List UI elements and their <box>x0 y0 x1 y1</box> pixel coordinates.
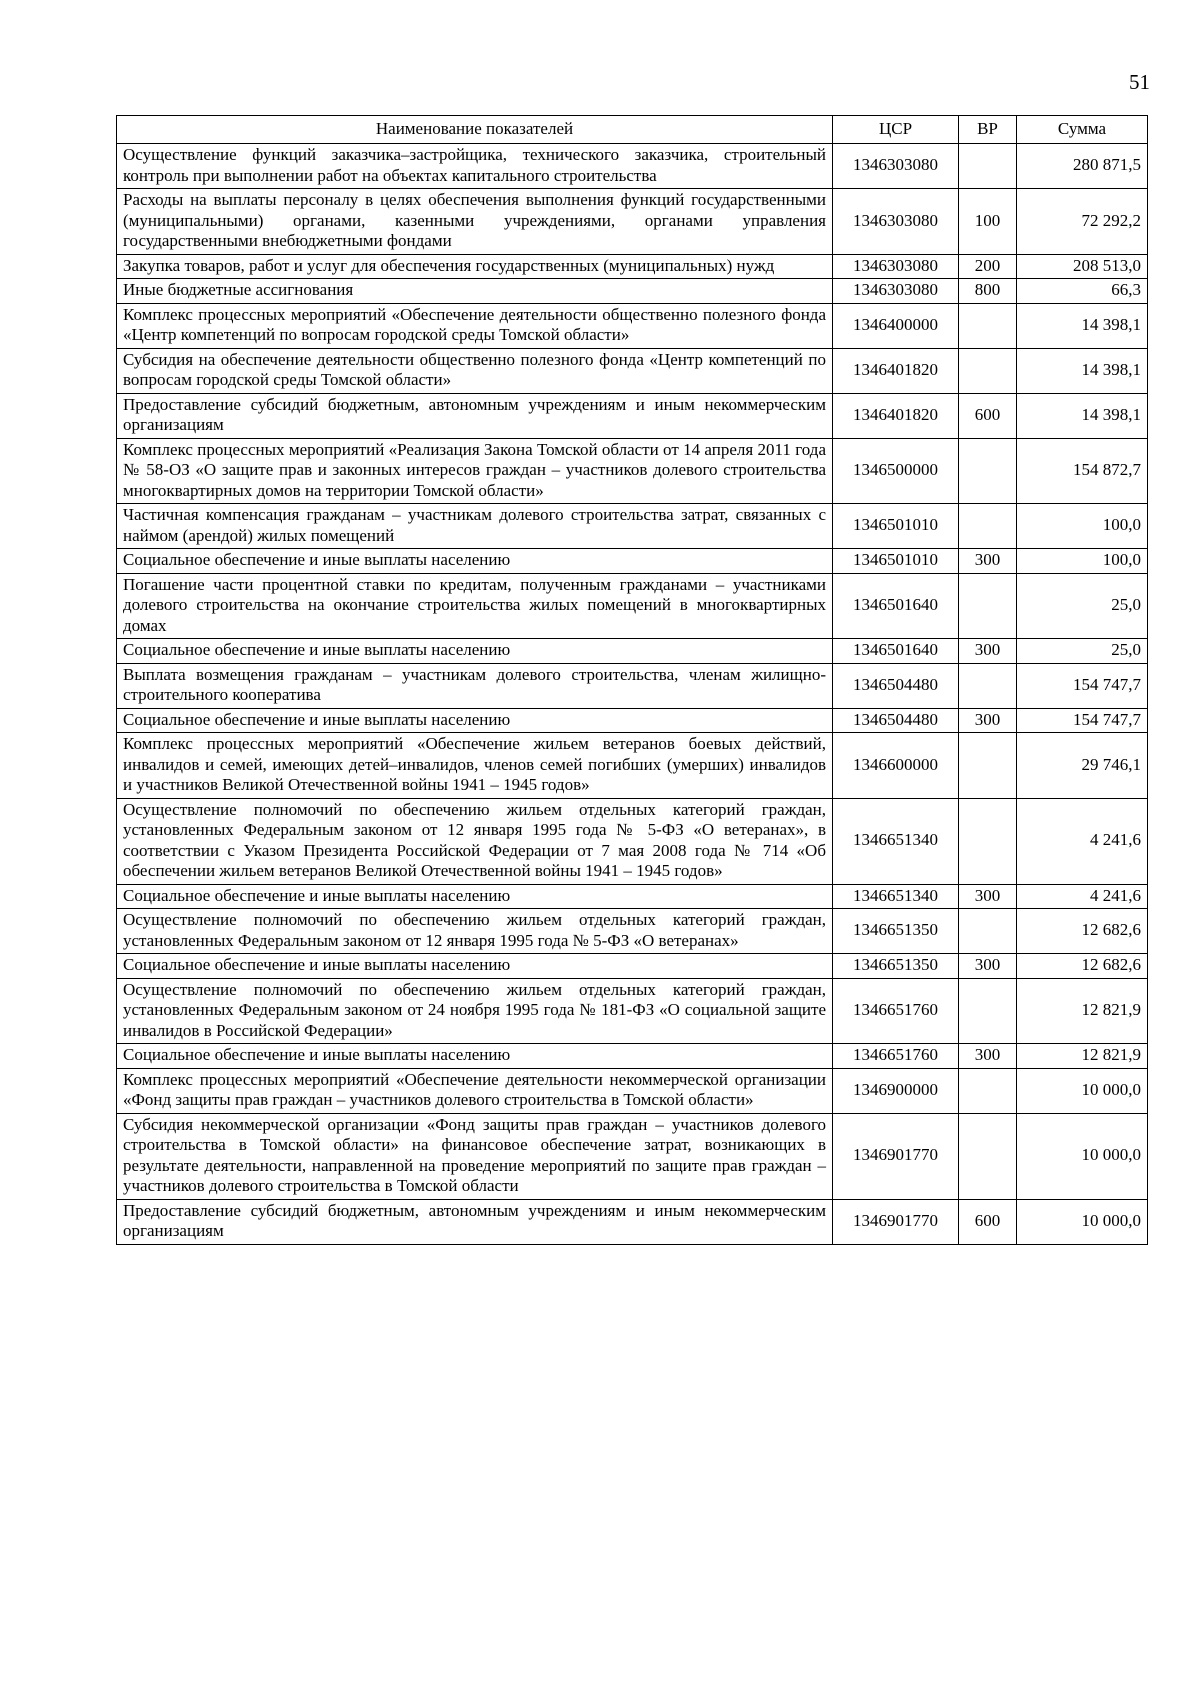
column-header-name: Наименование показателей <box>117 116 833 144</box>
table-row <box>117 1199 1148 1244</box>
cell-sum: 12 821,9 <box>1017 978 1148 1044</box>
cell-name: Социальное обеспечение и иные выплаты населению <box>117 1044 833 1069</box>
cell-sum: 12 682,6 <box>1017 909 1148 954</box>
cell-sum: 14 398,1 <box>1017 348 1148 393</box>
cell-vr <box>959 144 1017 189</box>
cell-name: Осуществление полномочий по обеспечению жильем отдельных категорий граждан, установленных Федеральным законом от 24 ноября 1995 года № 181-ФЗ «О социальной защите инвалидов в Российской Федерации» <box>117 978 833 1044</box>
cell-sum: 100,0 <box>1017 549 1148 574</box>
column-header-sum: Сумма <box>1017 116 1148 144</box>
cell-vr <box>959 909 1017 954</box>
cell-name: Частичная компенсация гражданам – участникам долевого строительства затрат, связанных с наймом (арендой) жилых помещений <box>117 504 833 549</box>
cell-csr: 1346504480 <box>833 708 959 733</box>
cell-vr: 300 <box>959 639 1017 664</box>
cell-name: Социальное обеспечение и иные выплаты населению <box>117 549 833 574</box>
cell-sum: 66,3 <box>1017 279 1148 304</box>
cell-csr: 1346651340 <box>833 884 959 909</box>
cell-csr: 1346401820 <box>833 393 959 438</box>
cell-sum: 208 513,0 <box>1017 254 1148 279</box>
table-row <box>117 549 1148 574</box>
cell-csr: 1346504480 <box>833 663 959 708</box>
cell-sum: 14 398,1 <box>1017 393 1148 438</box>
cell-name: Комплекс процессных мероприятий «Обеспечение деятельности общественно полезного фонда «Центр компетенций по вопросам городской среды Томской области» <box>117 303 833 348</box>
cell-csr: 1346900000 <box>833 1068 959 1113</box>
cell-csr: 1346901770 <box>833 1199 959 1244</box>
cell-vr <box>959 1113 1017 1199</box>
cell-vr <box>959 798 1017 884</box>
cell-csr: 1346901770 <box>833 1113 959 1199</box>
table-row <box>117 954 1148 979</box>
cell-csr: 1346303080 <box>833 254 959 279</box>
table-row <box>117 303 1148 348</box>
cell-sum: 154 747,7 <box>1017 663 1148 708</box>
cell-csr: 1346401820 <box>833 348 959 393</box>
cell-sum: 12 821,9 <box>1017 1044 1148 1069</box>
cell-csr: 1346651350 <box>833 909 959 954</box>
table-row <box>117 189 1148 255</box>
cell-vr <box>959 303 1017 348</box>
cell-name: Субсидия некоммерческой организации «Фонд защиты прав граждан – участников долевого строительства в Томской области» на финансовое обеспечение затрат, возникающих в результате деятельности, направленной на проведение мероприятий по защите прав граждан – участников долевого строительства в Томской области <box>117 1113 833 1199</box>
cell-vr: 600 <box>959 393 1017 438</box>
cell-csr: 1346501010 <box>833 504 959 549</box>
cell-vr: 300 <box>959 1044 1017 1069</box>
cell-name: Иные бюджетные ассигнования <box>117 279 833 304</box>
cell-sum: 154 747,7 <box>1017 708 1148 733</box>
cell-sum: 10 000,0 <box>1017 1068 1148 1113</box>
cell-vr <box>959 573 1017 639</box>
cell-sum: 10 000,0 <box>1017 1199 1148 1244</box>
page-number: 51 <box>1129 70 1150 94</box>
cell-name: Осуществление полномочий по обеспечению жильем отдельных категорий граждан, установленных Федеральным законом от 12 января 1995 года № 5-ФЗ «О ветеранах», в соответствии с Указом Президента Российской Федерации от 7 мая 2008 года № 714 «Об обеспечении жильем ветеранов Великой Отечественной войны 1941 – 1945 годов» <box>117 798 833 884</box>
cell-vr: 100 <box>959 189 1017 255</box>
budget-table <box>116 115 1148 1245</box>
cell-name: Социальное обеспечение и иные выплаты населению <box>117 884 833 909</box>
cell-name: Комплекс процессных мероприятий «Обеспечение деятельности некоммерческой организации «Фонд защиты прав граждан – участников долевого строительства в Томской области» <box>117 1068 833 1113</box>
table-header <box>117 116 1148 144</box>
cell-vr: 200 <box>959 254 1017 279</box>
header-row <box>117 116 1148 144</box>
cell-vr <box>959 438 1017 504</box>
cell-vr: 800 <box>959 279 1017 304</box>
cell-csr: 1346400000 <box>833 303 959 348</box>
cell-sum: 100,0 <box>1017 504 1148 549</box>
cell-csr: 1346651340 <box>833 798 959 884</box>
table-row <box>117 909 1148 954</box>
table-row <box>117 144 1148 189</box>
table-row <box>117 1044 1148 1069</box>
cell-name: Комплекс процессных мероприятий «Реализация Закона Томской области от 14 апреля 2011 года № 58-ОЗ «О защите прав и законных интересов граждан – участников долевого строительства многоквартирных домов на территории Томской области» <box>117 438 833 504</box>
cell-name: Выплата возмещения гражданам – участникам долевого строительства, членам жилищно-строительного кооператива <box>117 663 833 708</box>
table-row <box>117 708 1148 733</box>
cell-vr <box>959 348 1017 393</box>
cell-vr: 300 <box>959 549 1017 574</box>
cell-csr: 1346500000 <box>833 438 959 504</box>
cell-name: Субсидия на обеспечение деятельности общественно полезного фонда «Центр компетенций по вопросам городской среды Томской области» <box>117 348 833 393</box>
cell-csr: 1346651350 <box>833 954 959 979</box>
cell-name: Социальное обеспечение и иные выплаты населению <box>117 954 833 979</box>
cell-sum: 14 398,1 <box>1017 303 1148 348</box>
table-row <box>117 254 1148 279</box>
cell-sum: 12 682,6 <box>1017 954 1148 979</box>
cell-vr <box>959 663 1017 708</box>
cell-name: Расходы на выплаты персоналу в целях обеспечения выполнения функций государственными (муниципальными) органами, казенными учреждениями, органами управления государственными внебюджетными фондами <box>117 189 833 255</box>
table-row <box>117 279 1148 304</box>
cell-csr: 1346651760 <box>833 1044 959 1069</box>
table-row <box>117 573 1148 639</box>
table-row <box>117 393 1148 438</box>
cell-vr <box>959 733 1017 799</box>
table-row <box>117 978 1148 1044</box>
cell-vr <box>959 504 1017 549</box>
cell-name: Социальное обеспечение и иные выплаты населению <box>117 639 833 664</box>
cell-sum: 25,0 <box>1017 573 1148 639</box>
cell-csr: 1346303080 <box>833 144 959 189</box>
cell-vr: 300 <box>959 954 1017 979</box>
cell-csr: 1346501010 <box>833 549 959 574</box>
cell-sum: 4 241,6 <box>1017 798 1148 884</box>
column-header-csr: ЦСР <box>833 116 959 144</box>
cell-vr: 300 <box>959 708 1017 733</box>
column-header-vr: ВР <box>959 116 1017 144</box>
cell-name: Комплекс процессных мероприятий «Обеспечение жильем ветеранов боевых действий, инвалидов и семей, имеющих детей–инвалидов, членов семей погибших (умерших) инвалидов и участников Великой Отечественной войны 1941 – 1945 годов» <box>117 733 833 799</box>
table-row <box>117 733 1148 799</box>
cell-csr: 1346501640 <box>833 573 959 639</box>
table-body <box>117 144 1148 1245</box>
cell-csr: 1346501640 <box>833 639 959 664</box>
table-row <box>117 504 1148 549</box>
cell-sum: 10 000,0 <box>1017 1113 1148 1199</box>
cell-vr <box>959 978 1017 1044</box>
cell-csr: 1346303080 <box>833 279 959 304</box>
cell-vr <box>959 1068 1017 1113</box>
table-row <box>117 663 1148 708</box>
table-row <box>117 1113 1148 1199</box>
table-row <box>117 1068 1148 1113</box>
cell-name: Осуществление полномочий по обеспечению жильем отдельных категорий граждан, установленных Федеральным законом от 12 января 1995 года № 5-ФЗ «О ветеранах» <box>117 909 833 954</box>
cell-name: Предоставление субсидий бюджетным, автономным учреждениям и иным некоммерческим организациям <box>117 393 833 438</box>
cell-sum: 72 292,2 <box>1017 189 1148 255</box>
cell-sum: 4 241,6 <box>1017 884 1148 909</box>
cell-name: Погашение части процентной ставки по кредитам, полученным гражданами – участниками долевого строительства на окончание строительства жилых помещений в многоквартирных домах <box>117 573 833 639</box>
cell-csr: 1346600000 <box>833 733 959 799</box>
cell-csr: 1346651760 <box>833 978 959 1044</box>
cell-name: Социальное обеспечение и иные выплаты населению <box>117 708 833 733</box>
table-row <box>117 798 1148 884</box>
cell-csr: 1346303080 <box>833 189 959 255</box>
cell-vr: 300 <box>959 884 1017 909</box>
table-row <box>117 884 1148 909</box>
cell-name: Предоставление субсидий бюджетным, автономным учреждениям и иным некоммерческим организациям <box>117 1199 833 1244</box>
cell-name: Осуществление функций заказчика–застройщика, технического заказчика, строительный контроль при выполнении работ на объектах капитального строительства <box>117 144 833 189</box>
cell-name: Закупка товаров, работ и услуг для обеспечения государственных (муниципальных) нужд <box>117 254 833 279</box>
cell-vr: 600 <box>959 1199 1017 1244</box>
table-row <box>117 639 1148 664</box>
cell-sum: 25,0 <box>1017 639 1148 664</box>
cell-sum: 154 872,7 <box>1017 438 1148 504</box>
table-row <box>117 348 1148 393</box>
cell-sum: 280 871,5 <box>1017 144 1148 189</box>
cell-sum: 29 746,1 <box>1017 733 1148 799</box>
table-row <box>117 438 1148 504</box>
